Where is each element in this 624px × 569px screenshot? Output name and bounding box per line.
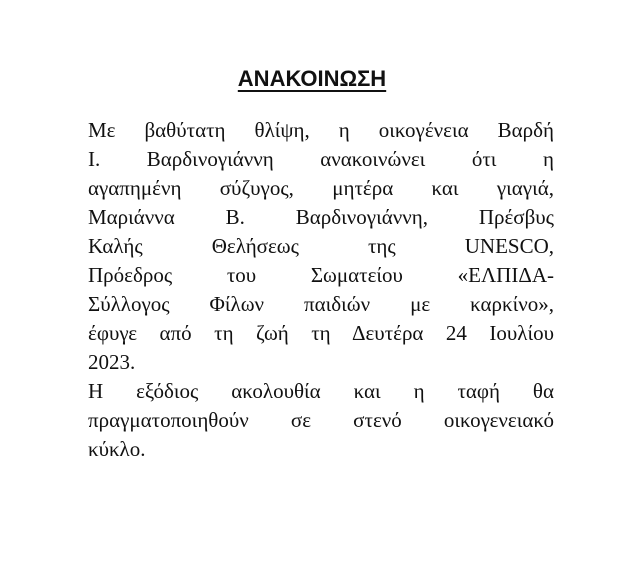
announcement-title: ΑΝΑΚΟΙΝΩΣΗ xyxy=(237,66,387,91)
body-line: Μαριάννα Β. Βαρδινογιάννη, Πρέσβυς xyxy=(88,205,554,229)
body-line: Ι. Βαρδινογιάννη ανακοινώνει ότι η xyxy=(88,147,554,171)
body-line: Με βαθύτατη θλίψη, η οικογένεια Βαρδή xyxy=(88,118,554,142)
body-line: Καλής Θελήσεως της UNESCO, xyxy=(88,234,554,258)
body-line: Πρόεδρος του Σωματείου «ΕΛΠΙΔΑ- xyxy=(88,263,554,287)
announcement-body xyxy=(88,116,554,464)
body-line: αγαπημένη σύζυγος, μητέρα και γιαγιά, xyxy=(88,176,554,200)
body-line: πραγματοποιηθούν σε στενό οικογενειακό xyxy=(88,408,554,432)
body-line: έφυγε από τη ζωή τη Δευτέρα 24 Ιουλίου xyxy=(88,321,554,345)
body-line: κύκλο. xyxy=(88,437,146,461)
body-line: Σύλλογος Φίλων παιδιών με καρκίνο», xyxy=(88,292,554,316)
body-line: 2023. xyxy=(88,350,136,374)
body-line: Η εξόδιος ακολουθία και η ταφή θα xyxy=(88,379,554,403)
